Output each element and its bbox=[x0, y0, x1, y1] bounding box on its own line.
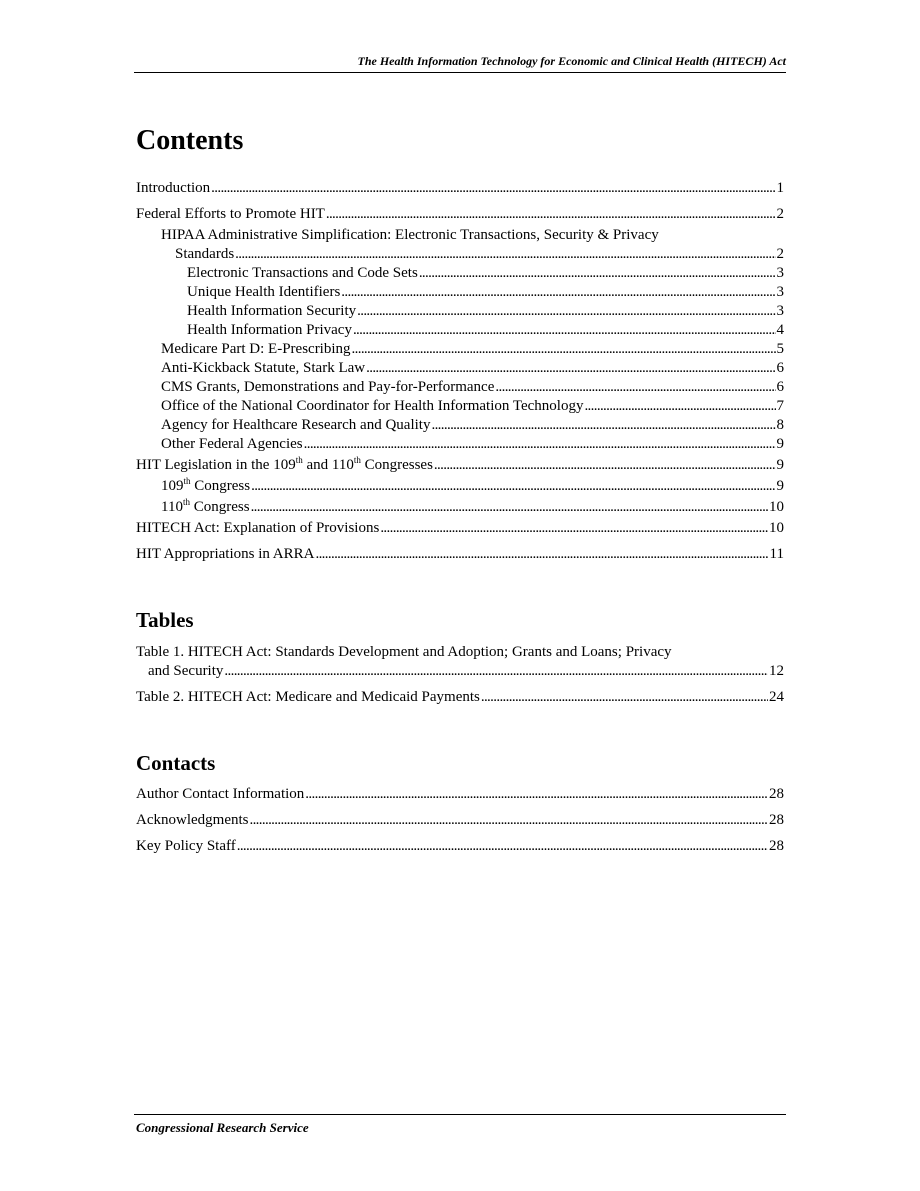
toc-entry-electronic-transactions[interactable] bbox=[136, 264, 784, 283]
leader-dots bbox=[237, 837, 768, 856]
toc-page-number: 3 bbox=[776, 303, 784, 319]
toc-entry-acknowledgments[interactable] bbox=[136, 811, 784, 830]
toc-entry-label bbox=[136, 456, 433, 475]
leader-dots bbox=[584, 397, 775, 416]
toc-entry-label: Author Contact Information bbox=[136, 786, 305, 802]
ordinal-suffix: th bbox=[295, 455, 303, 465]
toc-entry-109th-congress[interactable] bbox=[136, 477, 784, 496]
leader-dots bbox=[249, 811, 768, 830]
toc-page-number: 24 bbox=[769, 689, 784, 705]
leader-dots bbox=[304, 435, 776, 454]
toc-entry-label: Introduction bbox=[136, 180, 211, 196]
ordinal-suffix: th bbox=[182, 497, 190, 507]
toc-page-number: 11 bbox=[769, 546, 784, 562]
toc-entry-medicare-part-d[interactable] bbox=[136, 340, 784, 359]
leader-dots bbox=[341, 283, 775, 302]
toc-content bbox=[136, 122, 784, 856]
leader-dots bbox=[357, 302, 775, 321]
toc-entry-label: Acknowledgments bbox=[136, 812, 249, 828]
toc-entry-label: Office of the National Coordinator for Health Information Technology bbox=[161, 398, 584, 414]
toc-page-number: 28 bbox=[769, 786, 784, 802]
toc-entry-introduction[interactable] bbox=[136, 179, 784, 198]
label-part: Congresses bbox=[360, 457, 433, 473]
toc-entry-label bbox=[161, 498, 250, 517]
toc-page-number: 28 bbox=[769, 812, 784, 828]
toc-entry-label: Health Information Privacy bbox=[187, 322, 352, 338]
toc-entry-hit-appropriations[interactable] bbox=[136, 545, 784, 564]
leader-dots bbox=[235, 245, 775, 264]
toc-entry-label: Health Information Security bbox=[187, 303, 357, 319]
toc-page-number: 9 bbox=[776, 457, 784, 473]
toc-entry-onc[interactable] bbox=[136, 397, 784, 416]
ordinal-suffix: th bbox=[183, 476, 191, 486]
toc-page-number: 8 bbox=[776, 417, 784, 433]
toc-entry-label: Electronic Transactions and Code Sets bbox=[187, 265, 418, 281]
toc-page-number: 10 bbox=[769, 520, 784, 536]
toc-entry-label: HITECH Act: Explanation of Provisions bbox=[136, 520, 380, 536]
toc-entry-label: Standards bbox=[175, 246, 235, 262]
label-part: and 110 bbox=[302, 457, 354, 473]
toc-entry-label: Other Federal Agencies bbox=[161, 436, 303, 452]
leader-dots bbox=[481, 688, 768, 707]
toc-entry-table1-line1[interactable]: Table 1. HITECH Act: Standards Development and Adoption; Grants and Loans; Privacy bbox=[136, 644, 672, 660]
toc-entry-health-info-security[interactable] bbox=[136, 302, 784, 321]
toc-entry-cms-grants[interactable] bbox=[136, 378, 784, 397]
toc-entry-110th-congress[interactable] bbox=[136, 498, 784, 517]
toc-page-number: 7 bbox=[776, 398, 784, 414]
leader-dots bbox=[495, 378, 775, 397]
toc-entry-key-policy-staff[interactable] bbox=[136, 837, 784, 856]
toc-entry-ahrq[interactable] bbox=[136, 416, 784, 435]
toc-page-number: 6 bbox=[776, 360, 784, 376]
label-part: HIT Legislation in the 109 bbox=[136, 457, 296, 473]
label-part: Congress bbox=[189, 499, 250, 515]
toc-page-number: 12 bbox=[769, 663, 784, 679]
footer-text: Congressional Research Service bbox=[136, 1120, 309, 1135]
leader-dots bbox=[326, 205, 776, 224]
leader-dots bbox=[353, 321, 776, 340]
toc-entry-label: Anti-Kickback Statute, Stark Law bbox=[161, 360, 366, 376]
toc-entry-anti-kickback[interactable] bbox=[136, 359, 784, 378]
toc-page-number: 3 bbox=[776, 284, 784, 300]
toc-entry-other-agencies[interactable] bbox=[136, 435, 784, 454]
leader-dots bbox=[380, 519, 768, 538]
toc-entry-label: Agency for Healthcare Research and Quality bbox=[161, 417, 431, 433]
toc-page-number: 9 bbox=[776, 478, 784, 494]
leader-dots bbox=[352, 340, 776, 359]
toc-entry-label: HIT Appropriations in ARRA bbox=[136, 546, 315, 562]
toc-page-number: 6 bbox=[776, 379, 784, 395]
leader-dots bbox=[251, 498, 768, 517]
toc-page-number: 3 bbox=[776, 265, 784, 281]
toc-entry-label: Key Policy Staff bbox=[136, 838, 236, 854]
label-part: Congress bbox=[190, 478, 251, 494]
leader-dots bbox=[431, 416, 775, 435]
toc-entry-author-contact[interactable] bbox=[136, 785, 784, 804]
running-header: The Health Information Technology for Economic and Clinical Health (HITECH) Act bbox=[357, 54, 786, 68]
toc-page-number: 1 bbox=[776, 180, 784, 196]
toc-entry-hitech-provisions[interactable] bbox=[136, 519, 784, 538]
tables-heading: Tables bbox=[136, 608, 194, 632]
toc-entry-unique-identifiers[interactable] bbox=[136, 283, 784, 302]
toc-entry-hit-legislation[interactable] bbox=[136, 456, 784, 475]
toc-entry-hipaa-line2[interactable] bbox=[136, 245, 784, 264]
toc-page-number: 4 bbox=[776, 322, 784, 338]
label-part: 109 bbox=[161, 478, 184, 494]
toc-entry-label bbox=[161, 477, 250, 496]
toc-entry-label: Unique Health Identifiers bbox=[187, 284, 341, 300]
leader-dots bbox=[305, 785, 768, 804]
label-part: 110 bbox=[161, 499, 183, 515]
leader-dots bbox=[211, 179, 775, 198]
contents-heading: Contents bbox=[136, 125, 244, 156]
ordinal-suffix: th bbox=[353, 455, 361, 465]
toc-page-number: 2 bbox=[776, 206, 784, 222]
leader-dots bbox=[434, 456, 776, 475]
toc-entry-label: Federal Efforts to Promote HIT bbox=[136, 206, 325, 222]
leader-dots bbox=[419, 264, 776, 283]
toc-entry-hipaa-line1[interactable]: HIPAA Administrative Simplification: Electronic Transactions, Security & Privacy bbox=[161, 227, 659, 243]
toc-entry-label: and Security bbox=[148, 663, 224, 679]
toc-page-number: 2 bbox=[776, 246, 784, 262]
toc-page-number: 28 bbox=[769, 838, 784, 854]
toc-page-number: 9 bbox=[776, 436, 784, 452]
toc-entry-health-info-privacy[interactable] bbox=[136, 321, 784, 340]
toc-entry-federal-efforts[interactable] bbox=[136, 205, 784, 224]
toc-entry-label: CMS Grants, Demonstrations and Pay-for-Performance bbox=[161, 379, 495, 395]
leader-dots bbox=[315, 545, 768, 564]
leader-dots bbox=[251, 477, 775, 496]
toc-page-number: 5 bbox=[776, 341, 784, 357]
toc-entry-table2[interactable] bbox=[136, 688, 784, 707]
toc-entry-label: Table 2. HITECH Act: Medicare and Medicaid Payments bbox=[136, 689, 480, 705]
leader-dots bbox=[224, 662, 768, 681]
toc-page-number: 10 bbox=[769, 499, 784, 515]
toc-entry-table1-line2[interactable] bbox=[136, 662, 784, 681]
footer-rule bbox=[134, 1114, 786, 1115]
contacts-heading: Contacts bbox=[136, 751, 216, 775]
toc-entry-label: Medicare Part D: E-Prescribing bbox=[161, 341, 351, 357]
header-rule bbox=[134, 72, 786, 73]
leader-dots bbox=[366, 359, 775, 378]
